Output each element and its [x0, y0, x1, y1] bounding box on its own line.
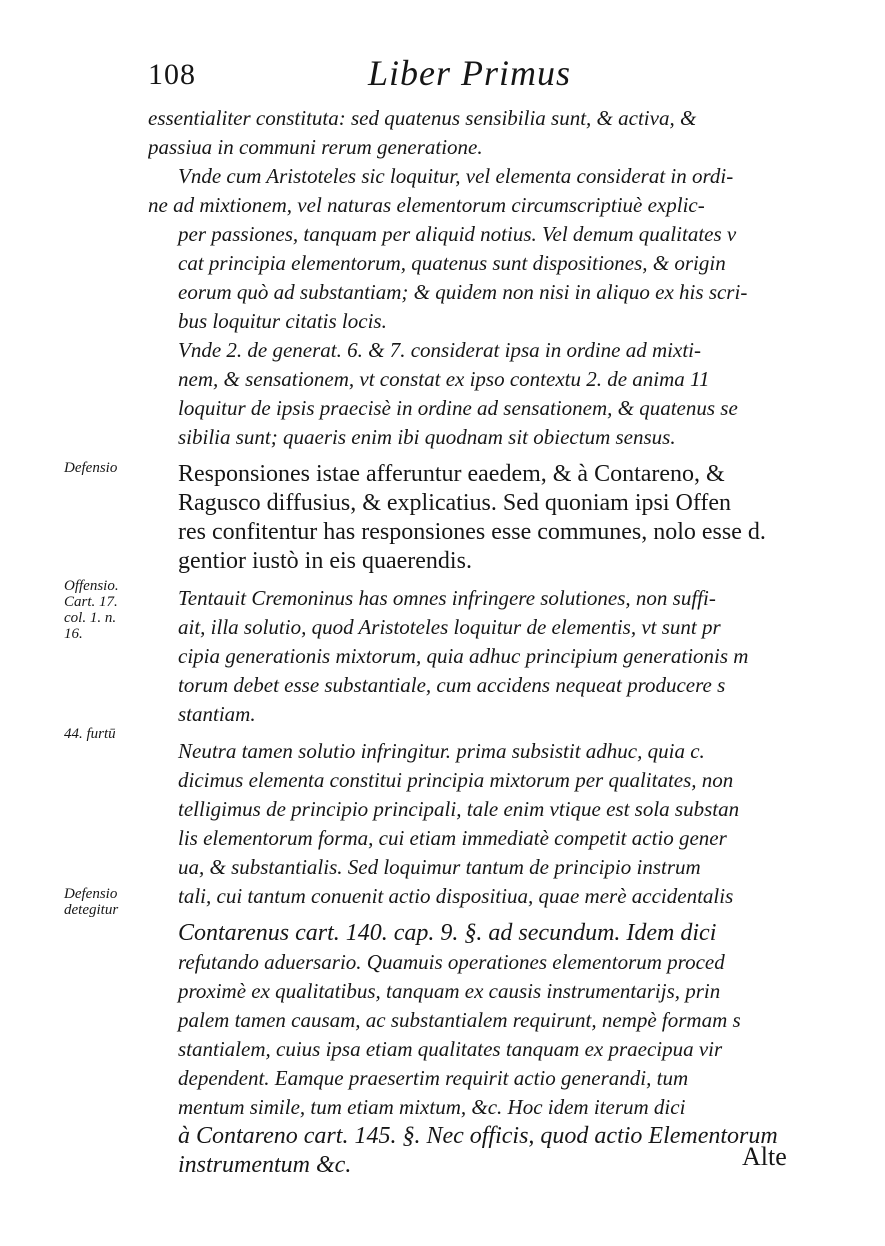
- marginal-note-line: detegitur: [64, 902, 119, 918]
- text-line: per passiones, tanquam per aliquid notius. Vel demum qualitates v: [178, 222, 737, 246]
- text-line: Neutra tamen solutio infringitur. prima subsistit adhuc, quia c.: [178, 739, 705, 763]
- marginal-note-offensio: [64, 578, 148, 642]
- text-line: ait, illa solutio, quod Aristoteles loquitur de elementis, vt sunt pr: [178, 615, 721, 639]
- marginal-note-line: col. 1. n.: [64, 610, 117, 626]
- marginal-note-line: Cart. 17.: [64, 594, 118, 610]
- text-line: gentior iustò in eis quaerendis.: [178, 548, 472, 574]
- text-line: dicimus elementa constitui principia mixtorum per qualitates, non: [178, 768, 734, 792]
- text-line: Ragusco diffusius, & explicatius. Sed quoniam ipsi Offen: [178, 490, 732, 516]
- text-line: instrumentum &c.: [178, 1152, 352, 1178]
- text-line: tali, cui tantum conuenit actio dispositiua, quae merè accidentalis: [178, 884, 734, 908]
- paragraph-5: [148, 584, 808, 729]
- paragraph-2: [148, 162, 808, 336]
- marginal-note-line: Defensio: [64, 460, 118, 476]
- text-line: essentialiter constituta: sed quatenus sensibilia sunt, & activa, &: [148, 106, 697, 130]
- text-line: proximè ex qualitatibus, tanquam ex causis instrumentarijs, prin: [178, 979, 721, 1003]
- text-line: Responsiones istae afferuntur eaedem, & à Contareno, &: [178, 461, 725, 487]
- running-title: Liber Primus: [368, 53, 572, 93]
- text-line: cat principia elementorum, quatenus sunt dispositiones, & origin: [178, 251, 726, 275]
- text-line: nem, & sensationem, vt constat ex ipso contextu 2. de anima 11: [178, 367, 710, 391]
- paragraph-3: [148, 336, 808, 452]
- text-line: mentum simile, tum etiam mixtum, &c. Hoc idem iterum dici: [178, 1095, 686, 1119]
- text-line: ua, & substantialis. Sed loquimur tantum de principio instrum: [178, 855, 701, 879]
- page-number: 108: [148, 58, 196, 91]
- paragraph-7: [148, 919, 808, 1180]
- text-line: lis elementorum forma, cui etiam immediatè competit actio gener: [178, 826, 727, 850]
- text-line: stantiam.: [178, 702, 256, 726]
- marginal-note-line: 16.: [64, 626, 83, 642]
- text-line: cipia generationis mixtorum, quia adhuc principium generationis m: [178, 644, 749, 668]
- paragraph-1: [148, 104, 808, 162]
- marginal-note-defensio-detegitur: [64, 886, 148, 918]
- text-line: Vnde cum Aristoteles sic loquitur, vel elementa considerat in ordi-: [178, 164, 734, 188]
- marginal-note-furtu: [64, 726, 148, 742]
- text-line: stantialem, cuius ipsa etiam qualitates tanquam ex praecipua vir: [178, 1037, 723, 1061]
- text-line: palem tamen causam, ac substantialem requirunt, nempè formam s: [178, 1008, 741, 1032]
- marginal-note-line: Defensio: [64, 886, 118, 902]
- page-header: [148, 52, 808, 100]
- text-line: dependent. Eamque praesertim requirit actio generandi, tum: [178, 1066, 689, 1090]
- text-line: eorum quò ad substantiam; & quidem non nisi in aliquo ex his scri-: [178, 280, 748, 304]
- marginal-note-line: 44. furtū: [64, 726, 116, 742]
- text-line: Contarenus cart. 140. cap. 9. §. ad secundum. Idem dici: [178, 920, 717, 946]
- text-line: Tentauit Cremoninus has omnes infringere solutiones, non suffi-: [178, 586, 716, 610]
- text-line: à Contareno cart. 145. §. Nec officis, quod actio Elementorum: [178, 1123, 778, 1149]
- text-line: ne ad mixtionem, vel naturas elementorum circumscriptiuè explic-: [148, 193, 705, 217]
- text-line: telligimus de principio principali, tale enim vtique est sola substan: [178, 797, 740, 821]
- text-line: loquitur de ipsis praecisè in ordine ad sensationem, & quatenus se: [178, 396, 738, 420]
- paragraph-6: [148, 737, 808, 911]
- paragraph-4: [148, 460, 808, 576]
- catchword: Alte: [742, 1142, 787, 1171]
- text-line: sibilia sunt; quaeris enim ibi quodnam sit obiectum sensus.: [178, 425, 676, 449]
- text-line: torum debet esse substantiale, cum accidens nequeat producere s: [178, 673, 726, 697]
- marginal-note-defensio: [64, 460, 148, 476]
- main-text: [148, 104, 808, 1180]
- marginal-note-line: Offensio.: [64, 578, 119, 594]
- text-line: passiua in communi rerum generatione.: [148, 135, 483, 159]
- text-line: res confitentur has responsiones esse communes, nolo esse d.: [178, 519, 766, 545]
- text-line: Vnde 2. de generat. 6. & 7. considerat ipsa in ordine ad mixti-: [178, 338, 701, 362]
- text-line: bus loquitur citatis locis.: [178, 309, 387, 333]
- text-line: refutando aduersario. Quamuis operationes elementorum proced: [178, 950, 725, 974]
